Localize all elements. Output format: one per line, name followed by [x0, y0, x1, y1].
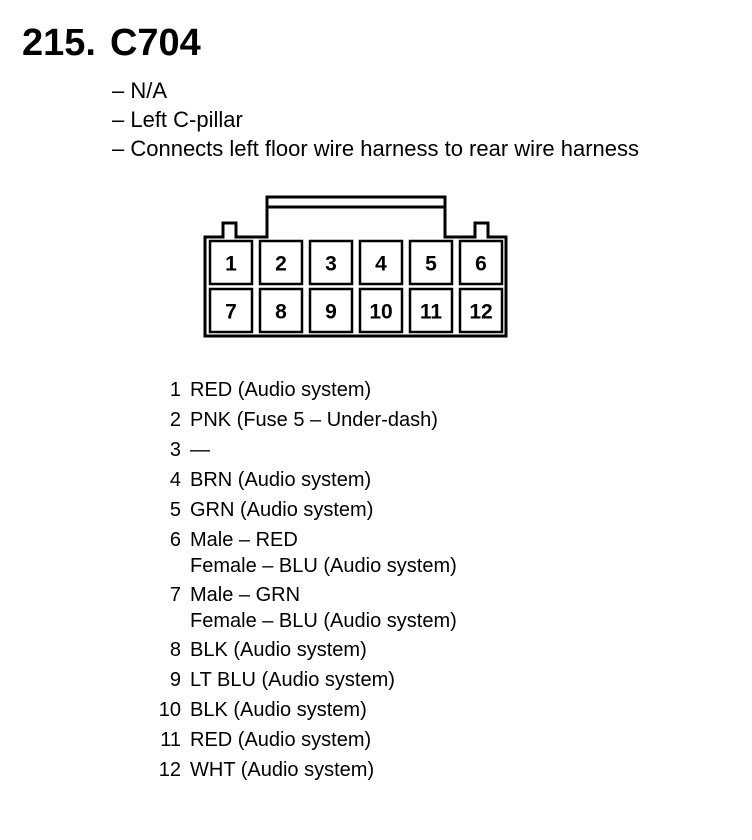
pin-description — [190, 727, 371, 753]
pin-description-line: GRN (Audio system) — [190, 499, 374, 521]
pin-description — [190, 407, 438, 433]
pin-number: 5 — [169, 499, 181, 521]
pin-description-line: BLK (Audio system) — [190, 639, 367, 661]
pin-description — [190, 377, 371, 403]
info-line-location: – Left C-pillar — [112, 107, 243, 132]
pin-description — [190, 667, 395, 693]
pin-number: 10 — [158, 699, 181, 721]
pin-description-line: — — [190, 439, 210, 461]
pin-description — [190, 467, 371, 493]
pin-number: 4 — [169, 469, 181, 491]
pin-description — [190, 757, 374, 783]
pin-label-11: 11 — [419, 300, 443, 324]
pin-description-line: RED (Audio system) — [190, 379, 372, 401]
pin-description-line: BLK (Audio system) — [190, 699, 367, 721]
pin-number: 6 — [169, 529, 181, 551]
connector-id: C704 — [109, 22, 201, 64]
pin-label-3: 3 — [325, 252, 337, 276]
pin-description — [190, 582, 457, 634]
pin-description — [190, 697, 367, 723]
pin-label-8: 8 — [275, 300, 287, 324]
pin-description-line: PNK (Fuse 5 – Under-dash) — [190, 409, 438, 431]
pin-description — [190, 637, 367, 663]
pin-number: 11 — [160, 729, 181, 751]
pin-number: 2 — [169, 409, 181, 431]
connector-face-svg — [200, 192, 512, 342]
pin-description-line: Male – RED — [190, 529, 298, 551]
connector-diagram — [200, 192, 512, 347]
pin-label-9: 9 — [325, 300, 337, 324]
pin-description-line: Female – BLU (Audio system) — [190, 610, 457, 632]
pin-label-7: 7 — [225, 300, 237, 324]
pin-label-6: 6 — [475, 252, 487, 276]
pin-description-line: WHT (Audio system) — [190, 759, 375, 781]
pin-description-line: RED (Audio system) — [190, 729, 372, 751]
pin-description-line: BRN (Audio system) — [190, 469, 372, 491]
pin-description-line: Male – GRN — [190, 584, 301, 606]
pin-description — [190, 527, 457, 579]
pin-label-10: 10 — [369, 300, 393, 324]
info-line-type: – N/A — [112, 78, 168, 103]
info-line-connects: – Connects left floor wire harness to rear wire harness — [112, 136, 640, 161]
pin-label-5: 5 — [425, 252, 437, 276]
pin-number: 7 — [169, 584, 181, 606]
pin-number: 3 — [169, 439, 181, 461]
pin-number: 9 — [169, 669, 181, 691]
pin-description — [190, 497, 373, 523]
pin-label-4: 4 — [375, 252, 387, 276]
pin-number: 1 — [169, 379, 181, 401]
page-title — [22, 21, 201, 65]
pin-number: 8 — [169, 639, 181, 661]
pin-description-line: Female – BLU (Audio system) — [190, 555, 457, 577]
pin-description-line: LT BLU (Audio system) — [190, 669, 395, 691]
section-number: 215. — [22, 22, 96, 64]
pin-description — [190, 437, 210, 463]
pin-number: 12 — [158, 759, 181, 781]
pin-label-12: 12 — [469, 300, 493, 324]
pin-label-2: 2 — [275, 252, 287, 276]
pin-label-1: 1 — [225, 252, 237, 276]
connector-info — [112, 76, 639, 163]
